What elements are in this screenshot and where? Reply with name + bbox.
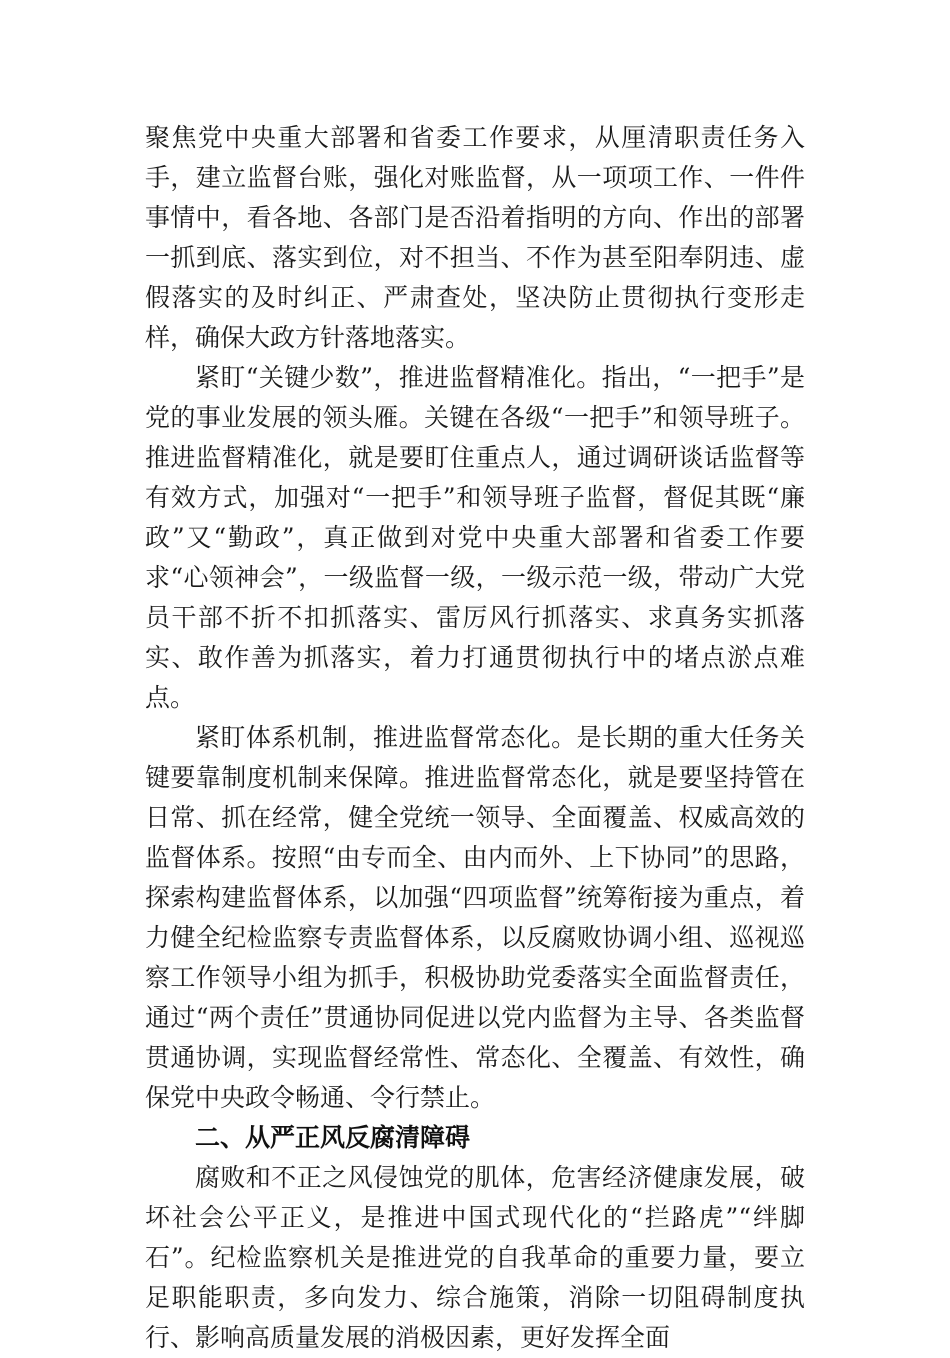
section-heading: 二、从严正风反腐清障碍 <box>195 1123 471 1152</box>
document-body <box>145 118 805 1358</box>
paragraph-anti-corruption: 腐败和不正之风侵蚀党的肌体，危害经济健康发展，破坏社会公平正义，是推进中国式现代化的“拦路虎”“绊脚石”。纪检监察机关是推进党的自我革命的重要力量，要立足职能职责，多向发力、综合施策，消除一切阻碍制度执行、影响高质量发展的消极因素，更好发挥全面 <box>145 1163 805 1352</box>
paragraph-key-minority: 紧盯“关键少数”，推进监督精准化。指出，“一把手”是党的事业发展的领头雁。关键在各级“一把手”和领导班子。推进监督精准化，就是要盯住重点人，通过调研谈话监督等有效方式，加强对“一把手”和领导班子监督，督促其既“廉政”又“勤政”，真正做到对党中央重大部署和省委工作要求“心领神会”，一级监督一级，一级示范一级，带动广大党员干部不折不扣抓落实、雷厉风行抓落实、求真务实抓落实、敢作善为抓落实，着力打通贯彻执行中的堵点淤点难点。 <box>145 363 805 712</box>
paragraph-continuation: 聚焦党中央重大部署和省委工作要求，从厘清职责任务入手，建立监督台账，强化对账监督，从一项项工作、一件件事情中，看各地、各部门是否沿着指明的方向、作出的部署一抓到底、落实到位，对不担当、不作为甚至阳奉阴违、虚假落实的及时纠正、严肃查处，坚决防止贯彻执行变形走样，确保大政方针落地落实。 <box>145 123 805 352</box>
paragraph-system-mechanism: 紧盯体系机制，推进监督常态化。是长期的重大任务关键要靠制度机制来保障。推进监督常态化，就是要坚持管在日常、抓在经常，健全党统一领导、全面覆盖、权威高效的监督体系。按照“由专而全、由内而外、上下协同”的思路，探索构建监督体系，以加强“四项监督”统筹衔接为重点，着力健全纪检监察专责监督体系，以反腐败协调小组、巡视巡察工作领导小组为抓手，积极协助党委落实全面监督责任，通过“两个责任”贯通协同促进以党内监督为主导、各类监督贯通协调，实现监督经常性、常态化、全覆盖、有效性，确保党中央政令畅通、令行禁止。 <box>145 723 805 1112</box>
